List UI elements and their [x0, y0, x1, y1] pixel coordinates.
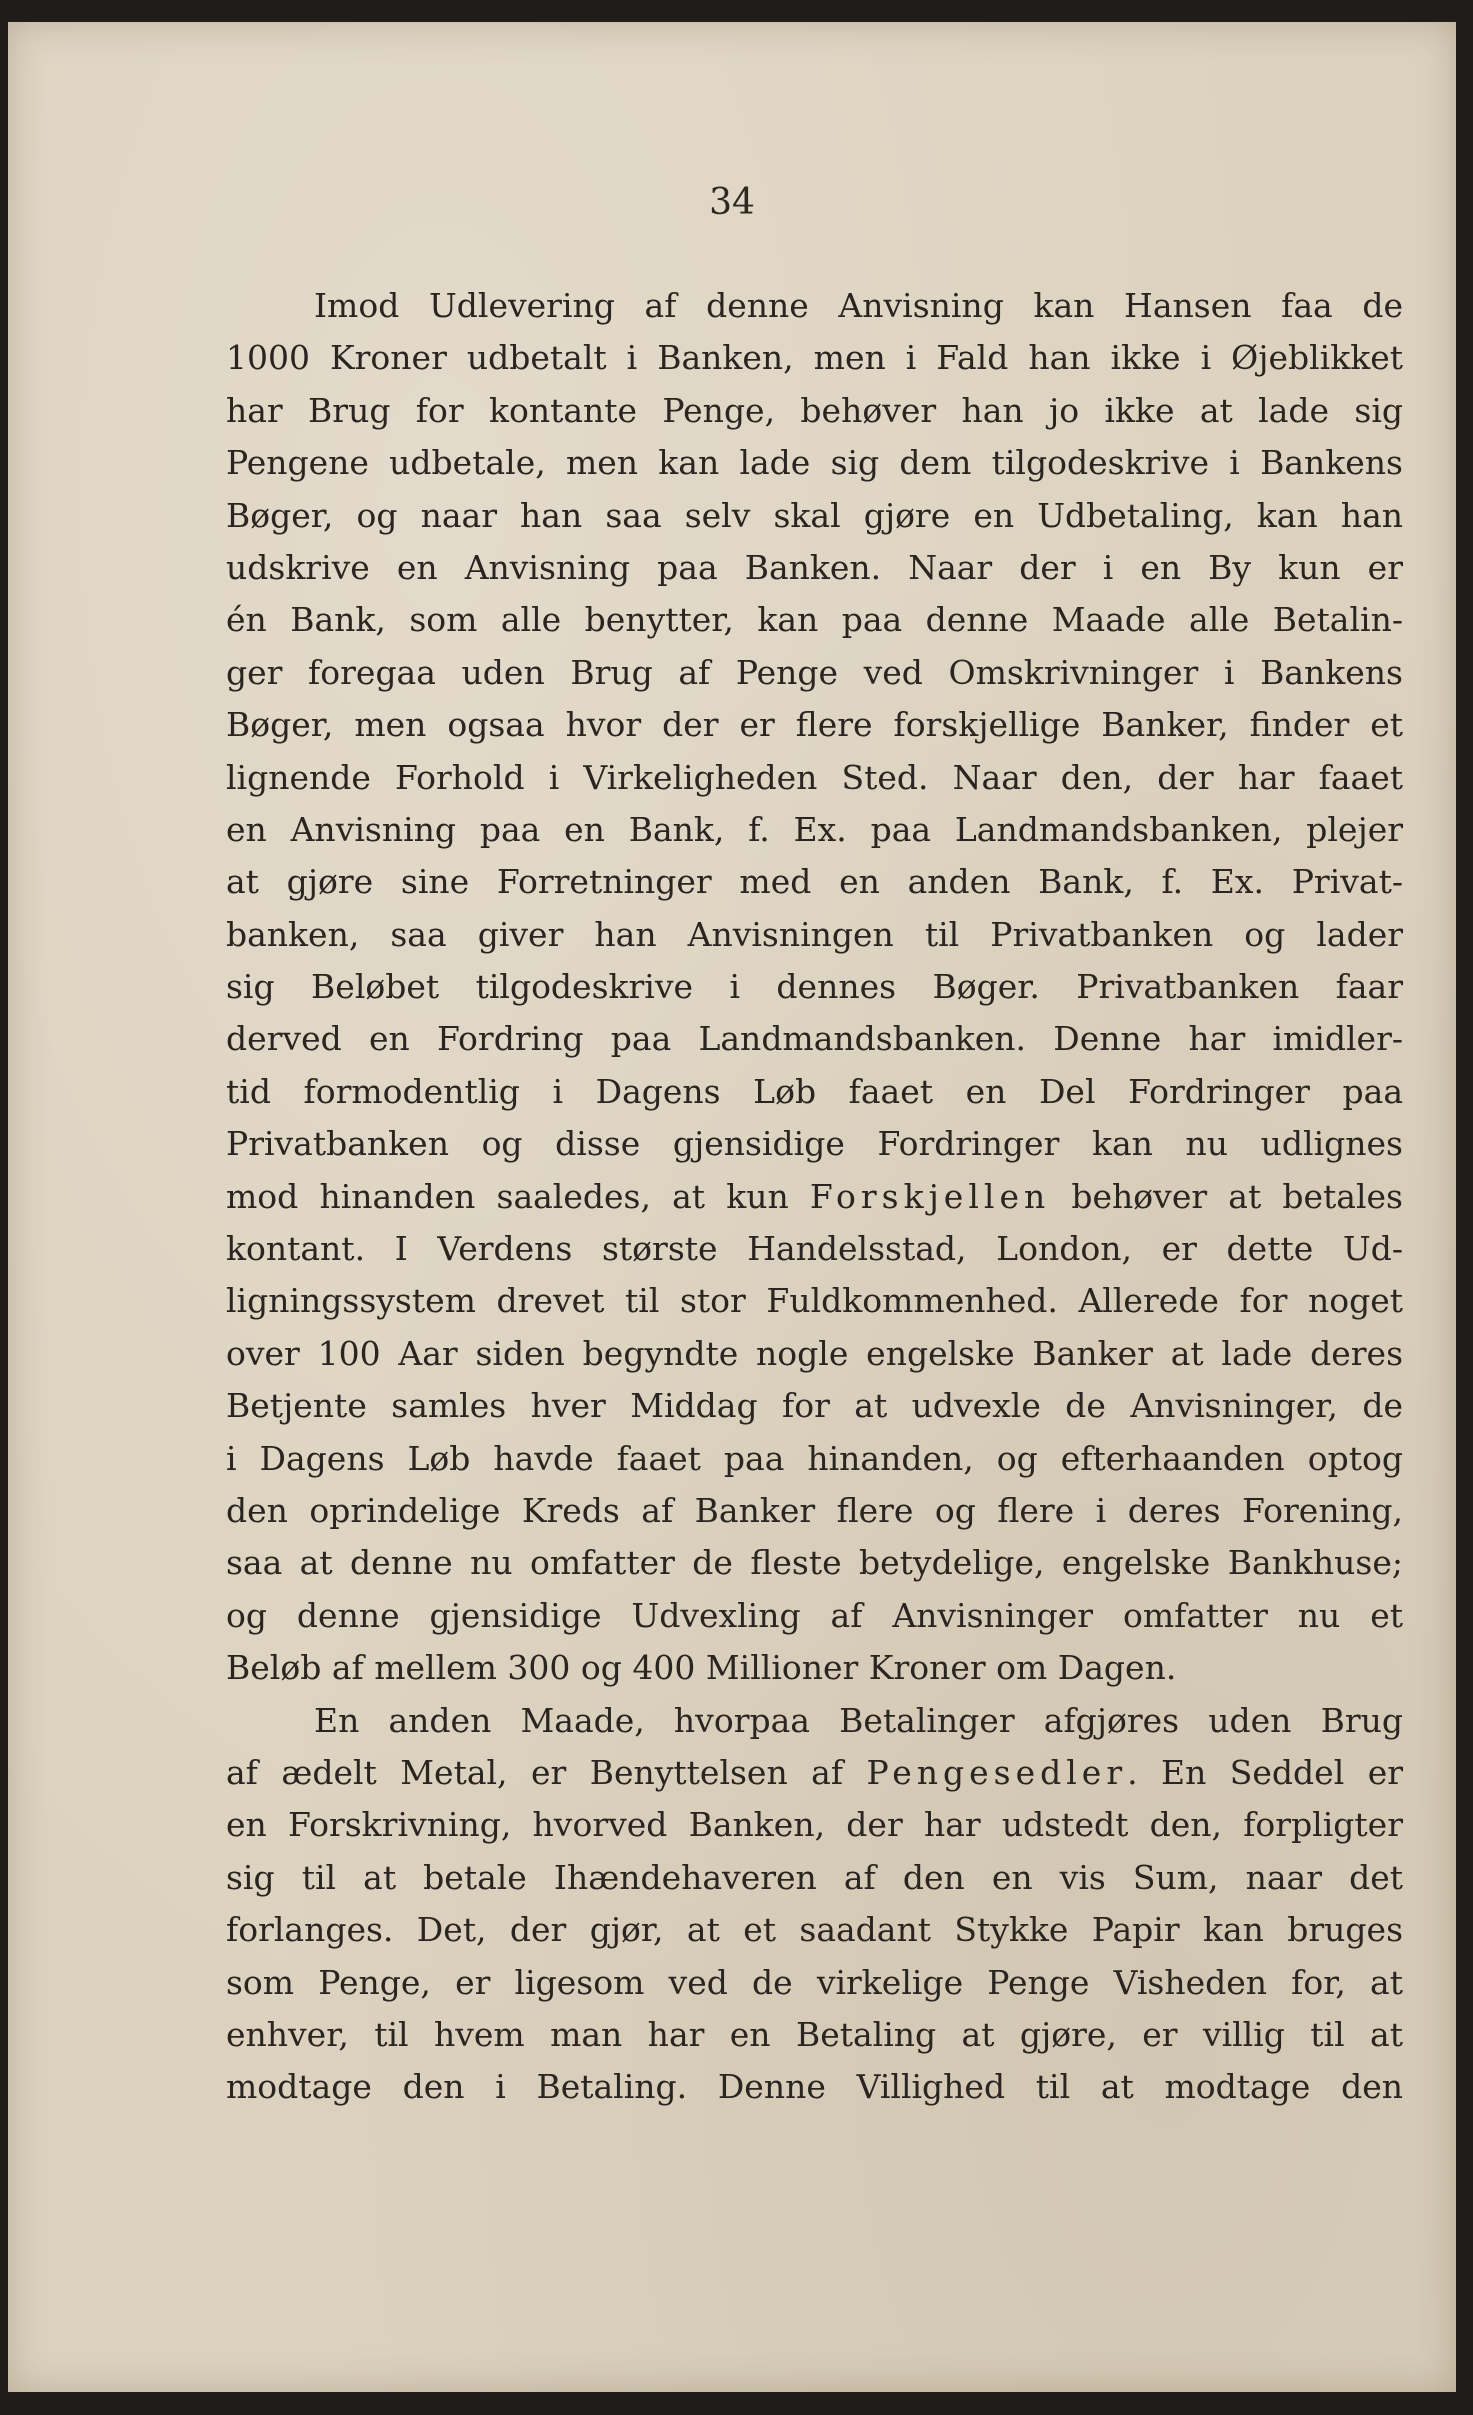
- text-line: som Penge, er ligesom ved de virkelige Penge Visheden for, at: [226, 1962, 1403, 2002]
- text-line: i Dagens Løb havde faaet paa hinanden, og efterhaanden optog: [226, 1438, 1403, 1478]
- text-line: udskrive en Anvisning paa Banken. Naar der i en By kun er: [226, 547, 1403, 587]
- text-line: over 100 Aar siden begyndte nogle engelske Banker at lade deres: [226, 1333, 1403, 1373]
- text-line: Bøger, men ogsaa hvor der er flere forskjellige Banker, finder et: [226, 705, 1403, 745]
- text-line: derved en Fordring paa Landmandsbanken. Denne har imidler-: [226, 1019, 1403, 1059]
- text-line: modtage den i Betaling. Denne Villighed til at modtage den: [226, 2067, 1403, 2107]
- text-line: saa at denne nu omfatter de fleste betydelige, engelske Bankhuse;: [226, 1543, 1403, 1583]
- text-line: den oprindelige Kreds af Banker flere og flere i deres Forening,: [226, 1490, 1403, 1530]
- text-line: Privatbanken og disse gjensidige Fordringer kan nu udlignes: [226, 1124, 1403, 1164]
- text-line: Pengene udbetale, men kan lade sig dem tilgodeskrive i Bankens: [226, 443, 1403, 483]
- text-line: én Bank, som alle benytter, kan paa denne Maade alle Betalin-: [226, 600, 1403, 640]
- text-line: 1000 Kroner udbetalt i Banken, men i Fald han ikke i Øjeblikket: [226, 338, 1403, 378]
- text-line: og denne gjensidige Udvexling af Anvisninger omfatter nu et: [226, 1595, 1403, 1635]
- text-line: sig til at betale Ihændehaveren af den en vis Sum, naar det: [226, 1857, 1403, 1897]
- paragraph-2: [226, 1695, 1403, 2114]
- text-line: Imod Udlevering af denne Anvisning kan Hansen faa de: [314, 286, 1403, 325]
- text-run: af ædelt Metal, er Benyttelsen af: [226, 1752, 867, 1792]
- text-line: Bøger, og naar han saa selv skal gjøre en Udbetaling, kan han: [226, 495, 1403, 535]
- text-line: en Anvisning paa en Bank, f. Ex. paa Landmandsbanken, plejer: [226, 809, 1403, 849]
- body-text: [226, 280, 1403, 2114]
- text-run: mod hinanden saaledes, at kun: [226, 1176, 810, 1216]
- text-line: at gjøre sine Forretninger med en anden Bank, f. Ex. Privat-: [226, 862, 1403, 902]
- book-page: [8, 22, 1456, 2392]
- text-line: Beløb af mellem 300 og 400 Millioner Kroner om Dagen.: [226, 1648, 1177, 1688]
- text-line: lignende Forhold i Virkeligheden Sted. Naar den, der har faaet: [226, 757, 1403, 797]
- page-number: 34: [709, 182, 755, 223]
- text-line: tid formodentlig i Dagens Løb faaet en Del Fordringer paa: [226, 1071, 1403, 1111]
- text-line: Betjente samles hver Middag for at udvexle de Anvisninger, de: [226, 1386, 1403, 1426]
- text-line: sig Beløbet tilgodeskrive i dennes Bøger. Privatbanken faar: [226, 967, 1403, 1007]
- text-line-spaced: [226, 1171, 1403, 1223]
- text-line: kontant. I Verdens største Handelsstad, London, er dette Ud-: [226, 1229, 1403, 1269]
- paragraph-1: [226, 280, 1403, 1695]
- text-line: forlanges. Det, der gjør, at et saadant Stykke Papir kan bruges: [226, 1910, 1403, 1950]
- text-line: banken, saa giver han Anvisningen til Privatbanken og lader: [226, 914, 1403, 954]
- text-line: enhver, til hvem man har en Betaling at gjøre, er villig til at: [226, 2014, 1403, 2054]
- text-line-spaced: [226, 1747, 1403, 1799]
- text-run: behøver at betales: [1050, 1176, 1403, 1216]
- text-run: . En Seddel er: [1127, 1752, 1404, 1792]
- text-line: En anden Maade, hvorpaa Betalinger afgjøres uden Brug: [314, 1700, 1403, 1740]
- text-line: en Forskrivning, hvorved Banken, der har udstedt den, forpligter: [226, 1805, 1403, 1845]
- text-line: ligningssystem drevet til stor Fuldkommenhed. Allerede for noget: [226, 1281, 1403, 1321]
- text-line: har Brug for kontante Penge, behøver han jo ikke at lade sig: [226, 390, 1403, 430]
- spaced-word: Forskjellen: [809, 1176, 1051, 1216]
- text-line: ger foregaa uden Brug af Penge ved Omskrivninger i Bankens: [226, 652, 1403, 692]
- spaced-word: Pengesedler: [866, 1752, 1128, 1792]
